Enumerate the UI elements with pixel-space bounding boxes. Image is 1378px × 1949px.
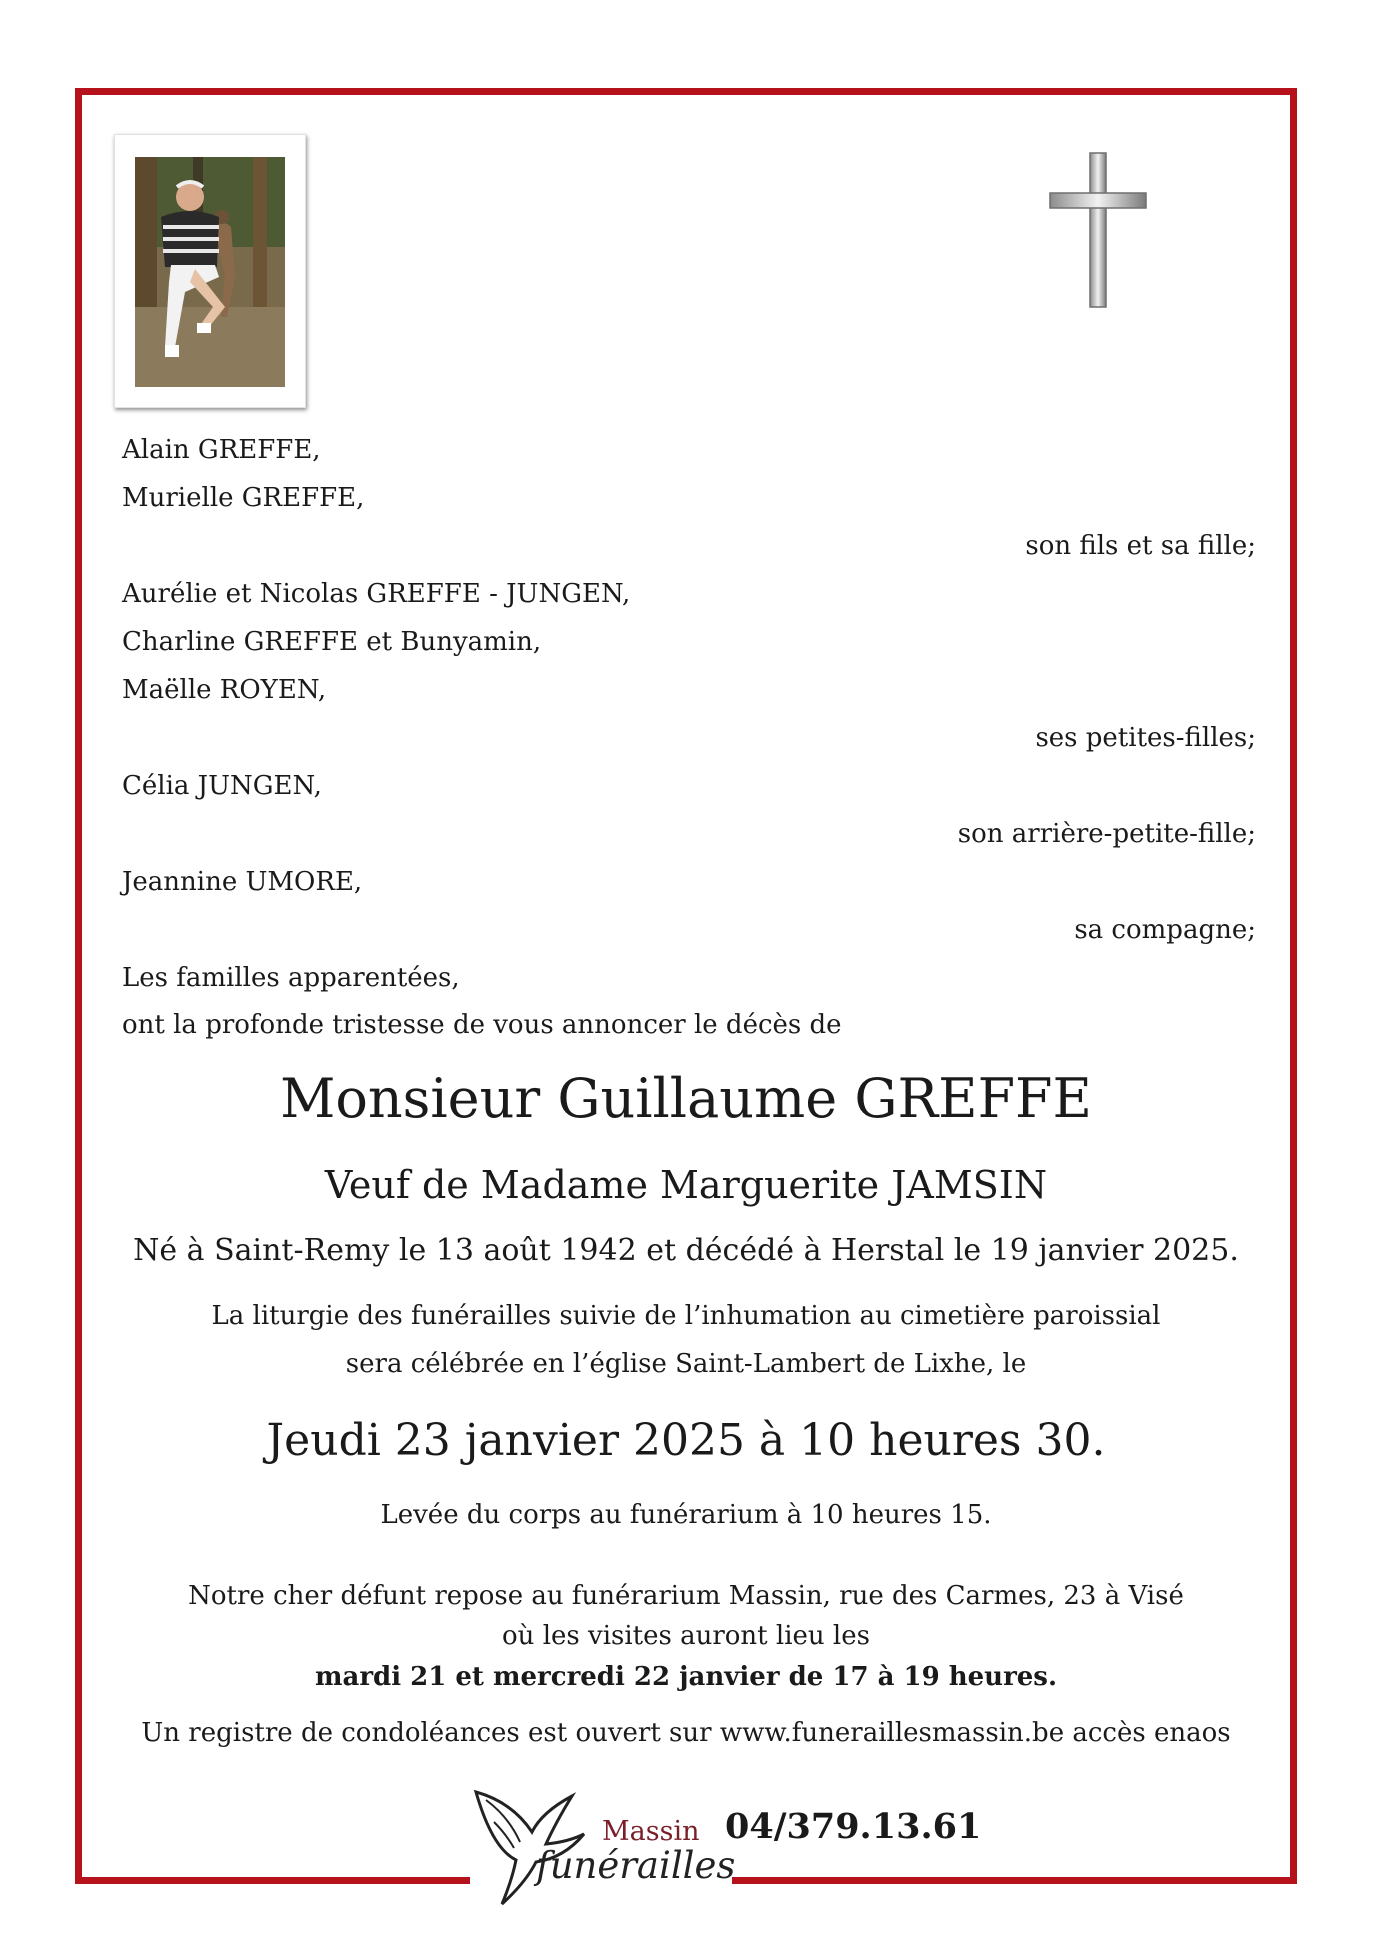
family-relation: son arrière-petite-fille;: [957, 819, 1256, 849]
levee-line: Levée du corps au funérarium à 10 heures 15.: [380, 1500, 992, 1530]
family-relation: sa compagne;: [1074, 915, 1256, 945]
liturgy-line: La liturgie des funérailles suivie de l’inhumation au cimetière paroissial: [211, 1301, 1161, 1331]
family-line: Les familles apparentées,: [122, 963, 460, 993]
family-line: Jeannine UMORE,: [122, 867, 363, 897]
cross-icon: [1047, 150, 1149, 310]
photo-image: [135, 157, 285, 387]
birth-death-line: Né à Saint-Remy le 13 août 1942 et décédé à Herstal le 19 janvier 2025.: [133, 1233, 1239, 1268]
liturgy-line: sera célébrée en l’église Saint-Lambert de Lixhe, le: [345, 1349, 1027, 1379]
family-line: Charline GREFFE et Bunyamin,: [122, 627, 542, 657]
brand-subtitle: funérailles: [536, 1844, 736, 1887]
family-line: Alain GREFFE,: [122, 435, 321, 465]
family-line: Maëlle ROYEN,: [122, 675, 327, 705]
family-line: Aurélie et Nicolas GREFFE - JUNGEN,: [122, 579, 631, 609]
register-line: Un registre de condoléances est ouvert sur www.funeraillesmassin.be accès enaos: [141, 1718, 1231, 1748]
spouse-line: Veuf de Madame Marguerite JAMSIN: [324, 1163, 1048, 1207]
funeral-date: Jeudi 23 janvier 2025 à 10 heures 30.: [266, 1415, 1106, 1466]
family-line: Murielle GREFFE,: [122, 483, 365, 513]
portrait-photo: [114, 134, 306, 408]
family-line: Célia JUNGEN,: [122, 771, 322, 801]
phone-number: 04/379.13.61: [725, 1806, 982, 1847]
family-relation: ses petites-filles;: [1035, 723, 1256, 753]
repose-line: où les visites auront lieu les: [502, 1621, 870, 1651]
deceased-name: Monsieur Guillaume GREFFE: [280, 1067, 1092, 1130]
visit-hours: mardi 21 et mercredi 22 janvier de 17 à 19 heures.: [314, 1662, 1057, 1692]
family-relation: son fils et sa fille;: [1025, 531, 1256, 561]
repose-line: Notre cher défunt repose au funérarium Massin, rue des Carmes, 23 à Visé: [188, 1581, 1184, 1611]
brand-name: Massin: [602, 1816, 700, 1847]
announcement-intro: ont la profonde tristesse de vous annoncer le décès de: [122, 1010, 842, 1040]
